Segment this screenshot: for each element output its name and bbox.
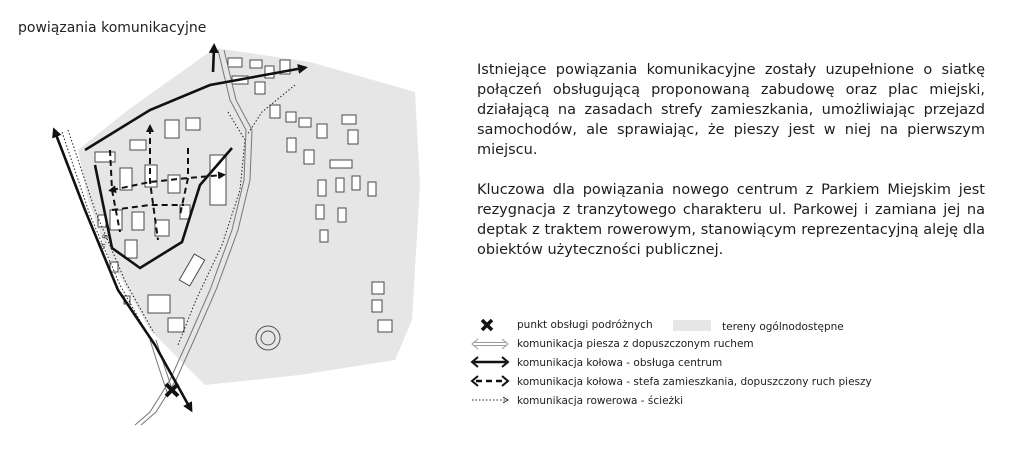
site-map	[0, 0, 470, 460]
legend-public-areas: tereny ogólnodostępne	[722, 321, 844, 333]
public-area-swatch	[673, 320, 711, 331]
legend-bicycle: komunikacja rowerowa - ścieżki	[517, 395, 684, 407]
paragraph-1: Istniejące powiązania komunikacyjne zostały uzupełnione o siatkę połączeń obsługującą proponowaną zabudowę oraz plac miejski, działającą na zasadach strefy zamieszkania, umożliwiając przejazd samochodów, ale sprawiając, że pieszy jest w niej na pierwszym miejscu.	[477, 62, 985, 158]
legend-service-point: punkt obsługi podróżnych	[517, 319, 653, 331]
public-area	[78, 48, 420, 385]
description	[477, 60, 985, 280]
page-title: powiązania komunikacyjne	[18, 20, 207, 36]
legend-vehicle-zone: komunikacja kołowa - stefa zamieszkania, dopuszczony ruch pieszy	[517, 376, 872, 388]
bicycle-path-icon	[470, 394, 510, 406]
paragraph-2: Kluczowa dla powiązania nowego centrum z Parkiem Miejskim jest rezygnacja z tranzytowego charakteru ul. Parkowej i zamiana jej na deptak z traktem rowerowym, stanowiącym reprezentacyjną aleję dla obiektów użyteczności publicznej.	[477, 182, 985, 258]
pedestrian-arrow-icon	[470, 338, 510, 350]
legend-pedestrian: komunikacja piesza z dopuszczonym ruchem	[517, 338, 754, 350]
vehicle-center-arrow-icon	[470, 356, 510, 368]
legend-vehicle-center: komunikacja kołowa - obsługa centrum	[517, 357, 723, 369]
vehicle-zone-arrow-icon	[470, 375, 510, 387]
service-point-icon	[480, 318, 494, 332]
street-label: ul. B	[98, 233, 110, 251]
legend	[470, 314, 990, 414]
